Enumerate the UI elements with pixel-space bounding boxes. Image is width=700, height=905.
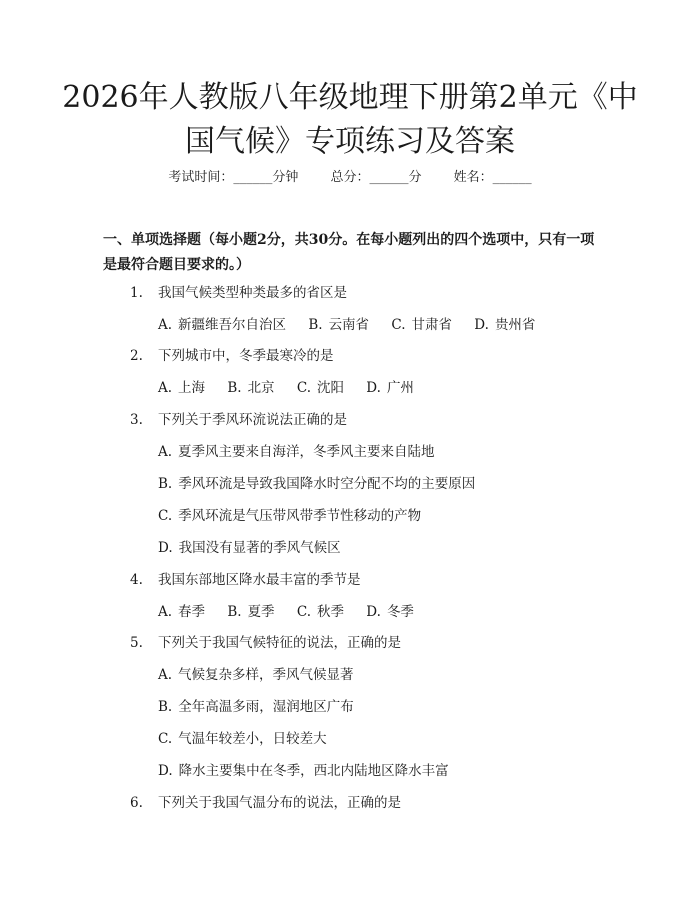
option (158, 380, 205, 396)
question-number: 1. (130, 285, 143, 301)
option-text: 季风环流是气压带风带季节性移动的产物 (178, 508, 422, 524)
option (474, 317, 535, 333)
option-text: 夏季 (247, 604, 275, 620)
question-text: 我国气候类型种类最多的省区是 (158, 285, 347, 301)
option-letter: C. (391, 317, 406, 333)
question-number: 2. (130, 348, 143, 364)
option (158, 604, 205, 620)
option (297, 380, 344, 396)
option-text: 云南省 (328, 317, 370, 333)
option (158, 442, 435, 462)
student-name-field: 姓名：______ (453, 170, 532, 185)
option (366, 604, 414, 620)
question-text: 下列关于季风环流说法正确的是 (158, 412, 347, 428)
option-text: 上海 (178, 380, 206, 396)
option-letter: A. (158, 604, 173, 620)
option-text: 气候复杂多样，季风气候显著 (178, 667, 354, 683)
option-text: 沈阳 (317, 380, 344, 396)
option (308, 317, 369, 333)
option-letter: A. (158, 317, 173, 333)
option-letter: D. (474, 317, 489, 333)
section-heading: 一、单项选择题（每小题2分，共30分。在每小题列出的四个选项中，只有一项是最符合题目要求的。） (103, 232, 595, 273)
document-title: 2026年人教版八年级地理下册第2单元《中国气候》专项练习及答案 (62, 80, 638, 159)
option (158, 729, 327, 749)
option (297, 604, 344, 620)
option-text: 降水主要集中在冬季，西北内陆地区降水丰富 (178, 763, 449, 779)
option-text: 北京 (247, 380, 275, 396)
option (158, 317, 286, 333)
option (158, 474, 475, 494)
option (158, 506, 421, 526)
option-text: 甘肃省 (411, 317, 452, 333)
option-text: 全年高温多雨，湿润地区广布 (178, 699, 354, 715)
option-letter: C. (296, 380, 311, 396)
question-2-options (158, 378, 414, 398)
option-letter: D. (158, 763, 173, 779)
option-text: 广州 (386, 380, 414, 396)
option-text: 气温年较差小，日较差大 (178, 731, 327, 747)
option-letter: C. (158, 508, 173, 524)
option-text: 夏季风主要来自海洋，冬季风主要来自陆地 (178, 444, 435, 460)
option-text: 秋季 (317, 604, 344, 620)
question-number: 3. (130, 412, 143, 428)
option-letter: D. (366, 604, 381, 620)
option (366, 380, 414, 396)
option-letter: B. (158, 699, 173, 715)
option-letter: D. (158, 540, 173, 556)
total-score-field: 总分：______分 (330, 170, 422, 185)
option-text: 春季 (178, 604, 206, 620)
question-1-options (158, 315, 535, 335)
option-letter: C. (296, 604, 311, 620)
option-letter: A. (158, 444, 173, 460)
exam-meta (0, 168, 700, 188)
question-number: 4. (130, 572, 143, 588)
option-text: 我国没有显著的季风气候区 (178, 540, 341, 556)
question-4-options (158, 602, 414, 622)
option-text: 新疆维吾尔自治区 (178, 317, 287, 333)
option (158, 665, 354, 685)
option-letter: A. (158, 380, 173, 396)
option-text: 贵州省 (494, 317, 536, 333)
option (227, 380, 274, 396)
option-letter: B. (227, 604, 242, 620)
option-text: 季风环流是导致我国降水时空分配不均的主要原因 (178, 476, 476, 492)
option (158, 538, 341, 558)
option (227, 604, 274, 620)
question-number: 6. (130, 795, 143, 811)
option (391, 317, 452, 333)
option-letter: B. (158, 476, 173, 492)
option-letter: A. (158, 667, 173, 683)
question-number: 5. (130, 635, 143, 651)
question-text: 下列关于我国气候特征的说法，正确的是 (158, 635, 401, 651)
question-text: 我国东部地区降水最丰富的季节是 (158, 572, 361, 588)
option-letter: C. (158, 731, 173, 747)
exam-time-field: 考试时间：______分钟 (168, 170, 299, 185)
option (158, 761, 449, 781)
question-text: 下列城市中，冬季最寒冷的是 (158, 348, 334, 364)
option-letter: B. (308, 317, 323, 333)
question-text: 下列关于我国气温分布的说法，正确的是 (158, 795, 401, 811)
option (158, 697, 354, 717)
option-letter: D. (366, 380, 381, 396)
option-letter: B. (227, 380, 242, 396)
option-text: 冬季 (386, 604, 414, 620)
